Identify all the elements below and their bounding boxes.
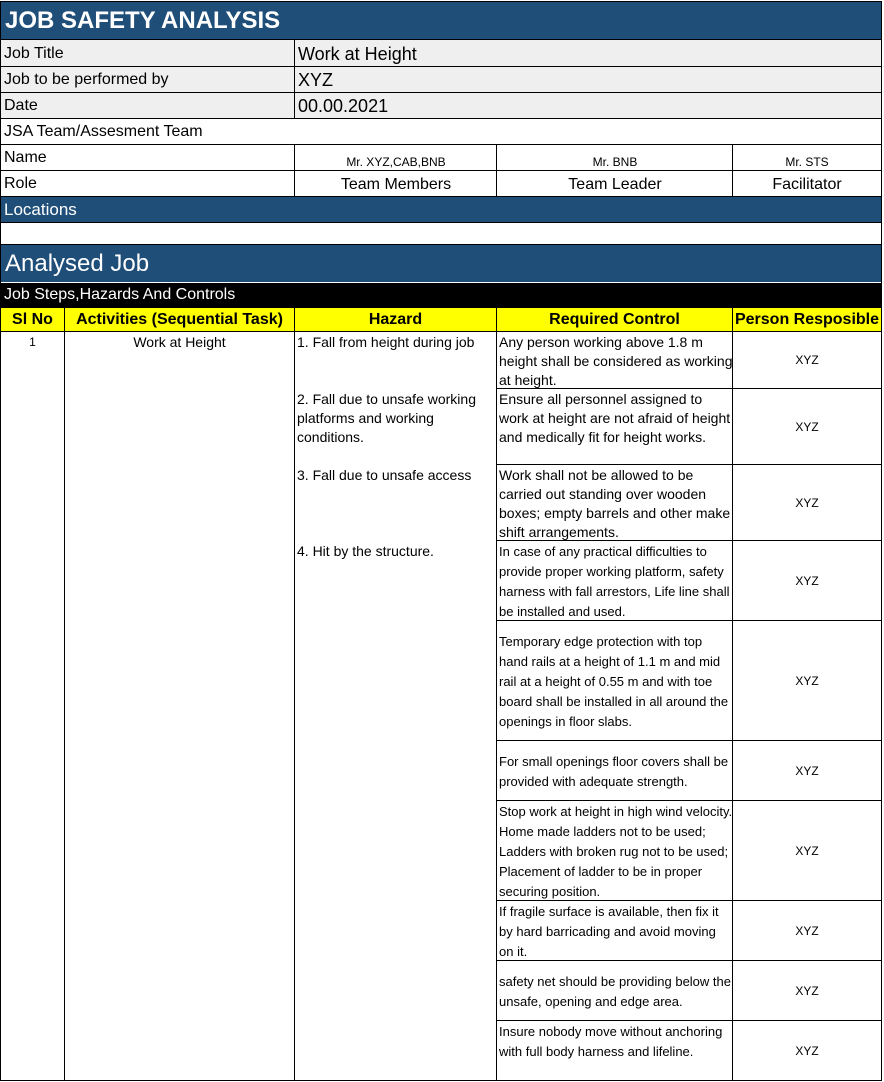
control-2: Ensure all personnel assigned to work at height are not afraid of height and medically fit for height works.: [499, 391, 731, 445]
control-3: Work shall not be allowed to be carried out standing over wooden boxes; empty barrels and other make shift arrangements.: [499, 467, 731, 540]
person-9: XYZ: [795, 983, 819, 998]
team-label: JSA Team/Assesment Team: [4, 124, 203, 140]
sl-no-value: 1: [29, 335, 36, 349]
person-8: XYZ: [795, 923, 819, 938]
person-1: XYZ: [795, 353, 819, 367]
page-title: JOB SAFETY ANALYSIS: [5, 7, 281, 34]
control-5: Temporary edge protection with top hand rails at a height of 1.1 m and mid rail at a height of 0.55 m and with toe board shall be installed in all around the openings in floor slabs.: [499, 634, 729, 729]
team-name-1: Mr. XYZ,CAB,BNB: [346, 155, 446, 169]
control-1: Any person working above 1.8 m height shall be considered as working at height.: [499, 334, 733, 388]
team-name-2: Mr. BNB: [592, 155, 638, 169]
name-label: Name: [4, 150, 47, 166]
header-activities: Activities (Sequential Task): [76, 311, 283, 328]
hazard-1: 1. Fall from height during job: [297, 334, 475, 350]
performed-by-label: Job to be performed by: [4, 72, 169, 88]
control-8: If fragile surface is available, then fix it by hard barricading and avoid moving on it.: [499, 904, 719, 959]
hazard-3: 3. Fall due to unsafe access: [297, 467, 472, 483]
analysed-job-subtitle: Job Steps,Hazards And Controls: [4, 287, 236, 303]
date-row: [1, 93, 881, 118]
control-7: Stop work at height in high wind velocity. Home made ladders not to be used; Ladders with broken rug not to be used; Placement of ladder to be in proper securing position.: [499, 804, 733, 899]
header-required-control: Required Control: [549, 311, 680, 328]
hazard-4: 4. Hit by the structure.: [297, 543, 434, 559]
performed-by-value: XYZ: [298, 70, 334, 90]
locations-banner: [1, 197, 881, 222]
control-4: In case of any practical difficulties to provide proper working platform, safety harness with fall arrestors, Life line shall be installed and used.: [499, 544, 730, 619]
role-1: Team Members: [340, 177, 452, 193]
date-value: 00.00.2021: [298, 96, 389, 116]
header-sl-no: Sl No: [12, 311, 53, 328]
analysed-job-title: Analysed Job: [5, 250, 150, 277]
control-6: For small openings floor covers shall be provided with adequate strength.: [499, 754, 729, 789]
role-2: Team Leader: [568, 177, 662, 193]
control-10: Insure nobody move without anchoring with full body harness and lifeline.: [499, 1024, 723, 1059]
person-10: XYZ: [795, 1043, 819, 1058]
control-9: safety net should be providing below the unsafe, opening and edge area.: [499, 974, 731, 1009]
header-person-responsible: Person Resposible: [734, 311, 880, 328]
header-hazard: Hazard: [368, 311, 423, 328]
person-5: XYZ: [795, 673, 819, 688]
job-title-row: [1, 40, 881, 66]
activity-value: Work at Height: [133, 334, 226, 350]
job-title-label: Job Title: [4, 46, 64, 62]
person-3: XYZ: [795, 495, 819, 510]
date-label: Date: [4, 98, 38, 114]
role-label: Role: [4, 176, 37, 192]
person-4: XYZ: [795, 573, 819, 588]
person-6: XYZ: [795, 763, 819, 778]
role-3: Facilitator: [772, 177, 842, 193]
job-title-value: Work at Height: [298, 44, 417, 64]
person-2: XYZ: [795, 419, 819, 434]
hazard-2: 2. Fall due to unsafe working platforms and working conditions.: [297, 391, 476, 445]
locations-label: Locations: [4, 201, 77, 219]
person-7: XYZ: [795, 843, 819, 858]
team-name-3: Mr. STS: [785, 155, 829, 169]
